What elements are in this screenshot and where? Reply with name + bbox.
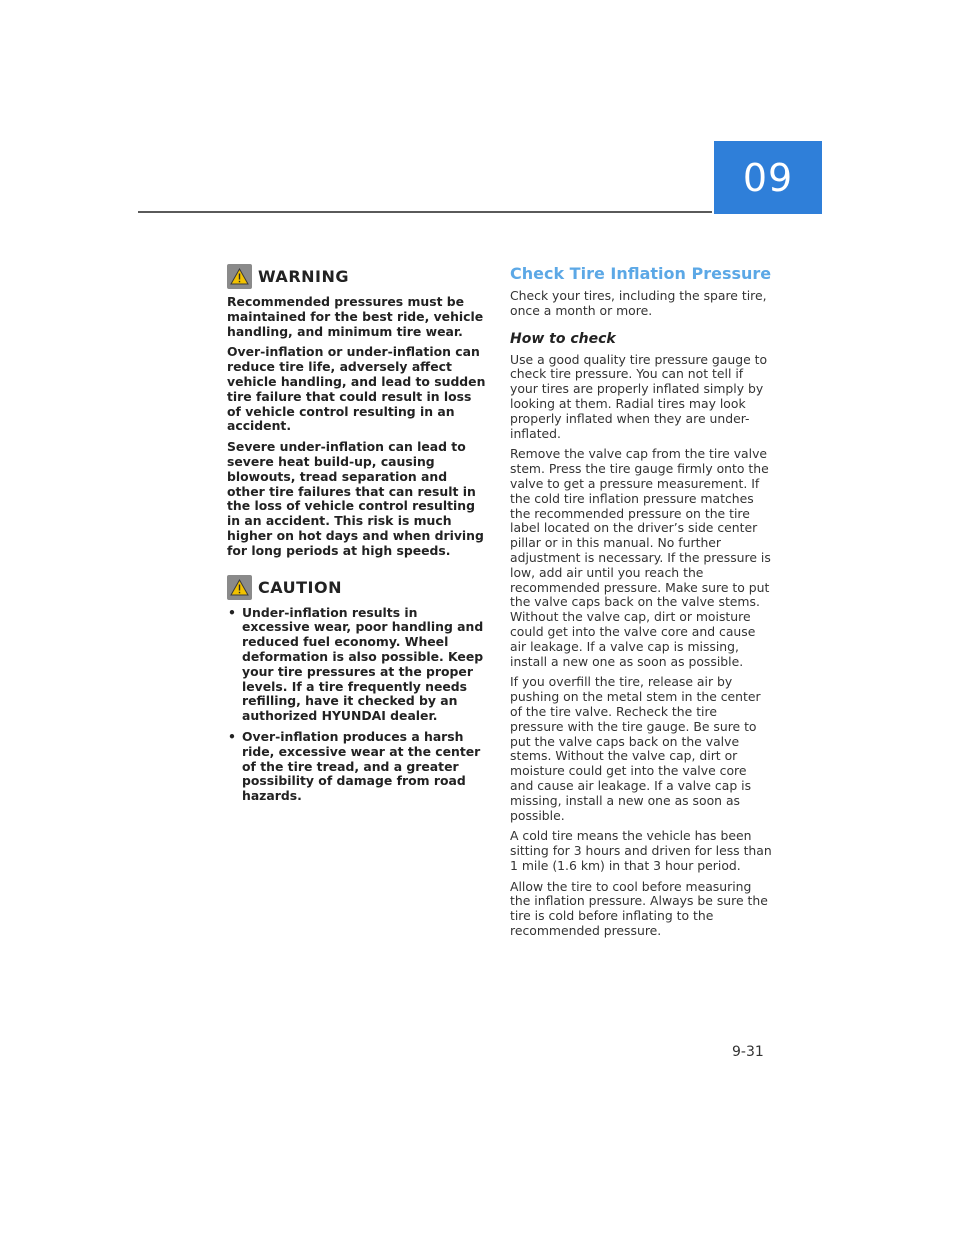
warning-triangle-icon <box>227 575 252 600</box>
chapter-number: 09 <box>742 155 794 200</box>
caution-header <box>227 575 489 600</box>
warning-notice <box>227 264 489 559</box>
caution-title: CAUTION <box>258 577 342 597</box>
subsection-title: How to check <box>510 330 616 347</box>
list-item <box>227 606 489 724</box>
body-paragraph: Use a good quality tire pressure gauge to check tire pressure. You can not tell if your tires are properly inflated simply by looking at them. Radial tires may look properly inflated when they are under-inflated. <box>510 351 768 441</box>
bullet-icon: • <box>228 604 236 620</box>
caution-notice <box>227 575 489 804</box>
warning-header <box>227 264 489 289</box>
list-item <box>227 730 489 804</box>
body-paragraph: If you overfill the tire, release air by pushing on the metal stem in the center of the tire valve. Recheck the tire pressure with the tire gauge. Be sure to put the valve caps back on the valve stems. Without the valve cap, dirt or moisture could get into the valve core and cause air leakage. If a valve cap is missing, install a new one as soon as possible. <box>510 674 761 823</box>
chapter-tab <box>714 141 822 214</box>
caution-text: Over-inflation produces a harsh ride, excessive wear at the center of the tire tread, and a greater possibility of damage from road hazards. <box>242 728 481 804</box>
body-paragraph: A cold tire means the vehicle has been sitting for 3 hours and driven for less than 1 mile (1.6 km) in that 3 hour period. <box>510 828 772 873</box>
warning-paragraph: Recommended pressures must be maintained for the best ride, vehicle handling, and minimum tire wear. <box>227 294 484 339</box>
section-title: Check Tire Inflation Pressure <box>510 264 772 283</box>
section-intro: Check your tires, including the spare tire, once a month or more. <box>510 288 767 318</box>
body-paragraph: Remove the valve cap from the tire valve stem. Press the tire gauge firmly onto the valve to get a pressure measurement. If the cold tire inflation pressure matches the recommended pressure on the tire label located on the driver’s side center pillar or in this manual. No further adjustment is necessary. If the pressure is low, add air until you reach the recommended pressure. Make sure to put the valve caps back on the valve stems. Without the valve cap, dirt or moisture could get into the valve core and cause air leakage. If a valve cap is missing, install a new one as soon as possible. <box>510 446 771 669</box>
caution-list <box>227 606 489 804</box>
body-paragraph: Allow the tire to cool before measuring the inflation pressure. Always be sure the tire is cold before inflating to the recommended pressure. <box>510 878 768 939</box>
warning-paragraph: Severe under-inflation can lead to severe heat build-up, causing blowouts, tread separation and other tire failures that can result in the loss of vehicle control resulting in an accident. This risk is much higher on hot days and when driving for long periods at high speeds. <box>227 439 484 558</box>
header-rule <box>138 211 712 213</box>
warning-triangle-icon <box>227 264 252 289</box>
bullet-icon: • <box>228 728 236 744</box>
warning-paragraph: Over-inflation or under-inflation can reduce tire life, adversely affect vehicle handling, and lead to sudden tire failure that could result in loss of vehicle control resulting in an accident. <box>227 344 486 434</box>
left-column <box>227 264 489 810</box>
caution-text: Under-inflation results in excessive wear, poor handling and reduced fuel economy. Wheel deformation is also possible. Keep your tire pressures at the proper levels. If a tire frequently needs refilling, have it checked by an authorized HYUNDAI dealer. <box>242 604 484 724</box>
page-number: 9-31 <box>732 1044 764 1060</box>
warning-title: WARNING <box>258 267 349 286</box>
right-column <box>510 264 772 945</box>
